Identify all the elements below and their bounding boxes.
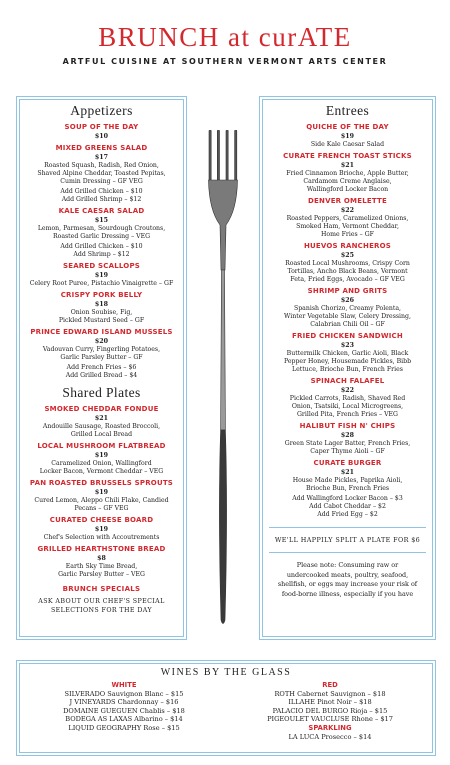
- menu-item-name: SMOKED CHEDDAR FONDUE: [44, 405, 159, 413]
- menu-item-name: SPINACH FALAFEL: [310, 377, 385, 385]
- wine-item: PALACIO DEL BURGO Rioja – $15: [272, 706, 388, 715]
- menu-item: [20, 479, 183, 513]
- white-wines-heading: WHITE: [111, 681, 137, 689]
- menu-item-name: LOCAL MUSHROOM FLATBREAD: [37, 442, 166, 450]
- entrees-heading: Entrees: [325, 103, 370, 118]
- wine-item: ROTH Cabernet Sauvignon – $18: [274, 689, 386, 698]
- left-column: [20, 100, 183, 615]
- menu-item-description: Pickled Carrots, Radish, Shaved Red Onion, Tsatsiki, Local Microgreens, Grilled Pita, French Fries – VEG: [289, 395, 406, 418]
- menu-item: [263, 287, 432, 329]
- menu-item: [20, 545, 183, 579]
- menu-item-description: Side Kale Caesar Salad: [310, 141, 385, 148]
- menu-item: [263, 459, 432, 519]
- wine-item: LA LUCA Prosecco – $14: [288, 732, 372, 741]
- menu-item: [20, 144, 183, 204]
- sparkling-wines-heading: SPARKLING: [308, 723, 352, 732]
- menu-item-price: $19: [94, 488, 109, 496]
- brunch-specials-text: ASK ABOUT OUR CHEF'S SPECIAL SELECTIONS FOR THE DAY: [38, 598, 165, 614]
- menu-item-price: $25: [340, 251, 355, 259]
- wine-item: PIGEOULET VAUCLUSE Rhone – $17: [267, 715, 393, 724]
- menu-item: [20, 262, 183, 288]
- menu-item-addons: Add Grilled Chicken – $10 Add Shrimp – $12: [60, 243, 143, 258]
- menu-item: [20, 442, 183, 476]
- sparkling-wines-list: [228, 733, 432, 742]
- menu-item-name: SOUP OF THE DAY: [64, 123, 139, 131]
- menu-item-price: $10: [94, 132, 109, 140]
- menu-item: [20, 516, 183, 542]
- wine-item: BODEGA AS LAXAS Albarino – $14: [65, 715, 183, 724]
- menu-item-name: CRISPY PORK BELLY: [60, 291, 143, 299]
- menu-item-addons: Add Grilled Chicken – $10 Add Grilled Shrimp – $12: [60, 188, 143, 203]
- menu-item-description: Chef's Selection with Accoutrements: [43, 534, 160, 541]
- wine-item: J VINEYARDS Chardonnay – $16: [69, 698, 179, 707]
- menu-item-name: MIXED GREENS SALAD: [55, 144, 148, 152]
- menu-item-price: $26: [340, 296, 355, 304]
- menu-item: [263, 152, 432, 194]
- menu-item-name: PRINCE EDWARD ISLAND MUSSELS: [30, 328, 173, 336]
- menu-item-name: CURATED CHEESE BOARD: [49, 516, 154, 524]
- menu-subtitle: ARTFUL CUISINE AT SOUTHERN VERMONT ARTS CENTER: [62, 57, 388, 66]
- red-wines-column: [228, 681, 432, 741]
- menu-item-description: Earth Sky Time Bread, Garlic Parsley Butter – VEG: [58, 563, 145, 578]
- menu-item-addons: Add French Fries – $6 Add Grilled Bread – $4: [65, 364, 138, 379]
- menu-item-price: $18: [94, 300, 109, 308]
- menu-item-name: CURATE FRENCH TOAST STICKS: [283, 152, 412, 160]
- brunch-specials-heading: BRUNCH SPECIALS: [62, 585, 141, 593]
- menu-item: [263, 377, 432, 419]
- menu-item: [20, 123, 183, 141]
- menu-item: [20, 405, 183, 439]
- appetizers-list: [20, 123, 183, 380]
- wine-item: SILVERADO Sauvignon Blanc – $15: [64, 689, 184, 698]
- menu-item: [263, 242, 432, 284]
- menu-item-description: Roasted Peppers, Caramelized Onions, Smoked Ham, Vermont Cheddar, Home Fries – GF: [286, 215, 409, 238]
- menu-item-name: GRILLED HEARTHSTONE BREAD: [37, 545, 166, 553]
- menu-item-price: $15: [94, 216, 109, 224]
- menu-item: [263, 123, 432, 149]
- menu-item-name: KALE CAESAR SALAD: [58, 207, 145, 215]
- split-plate-note: WE'LL HAPPILY SPLIT A PLATE FOR $6: [274, 536, 421, 544]
- menu-item-name: FRIED CHICKEN SANDWICH: [292, 332, 403, 340]
- menu-item-price: $19: [94, 271, 109, 279]
- menu-item: [20, 291, 183, 325]
- menu-item-name: HUEVOS RANCHEROS: [303, 242, 392, 250]
- menu-item-price: $19: [94, 525, 109, 533]
- menu-item-price: $21: [94, 414, 109, 422]
- wine-item: DOMAINE GUEGUEN Chablis – $18: [63, 706, 185, 715]
- divider: [269, 552, 426, 553]
- menu-item-price: $21: [340, 468, 355, 476]
- menu-item-price: $28: [340, 431, 355, 439]
- menu-item-description: Cured Lemon, Aleppo Chili Flake, Candied Pecans – GF VEG: [34, 497, 169, 512]
- menu-item-price: $22: [340, 386, 355, 394]
- shared-plates-list: [20, 405, 183, 579]
- wines-heading: WINES BY THE GLASS: [160, 667, 292, 678]
- menu-item-name: QUICHE OF THE DAY: [306, 123, 389, 131]
- menu-item-name: PAN ROASTED BRUSSELS SPROUTS: [29, 479, 174, 487]
- menu-title: BRUNCH at curATE: [98, 22, 352, 52]
- shared-plates-heading: Shared Plates: [62, 385, 141, 400]
- menu-item-price: $8: [97, 554, 106, 562]
- menu-item-addons: Add Wallingford Locker Bacon – $3 Add Cabot Cheddar – $2 Add Fried Egg – $2: [292, 495, 403, 518]
- menu-item-description: Caramelized Onion, Wallingford Locker Bacon, Vermont Cheddar – VEG: [39, 460, 164, 475]
- health-notice: Please note: Consuming raw or undercooked meats, poultry, seafood, shellfish, or eggs may increase your risk of food-borne illness, especially if you have: [277, 561, 418, 598]
- menu-item-price: $21: [340, 161, 355, 169]
- menu-item: [263, 332, 432, 374]
- menu-item: [20, 328, 183, 380]
- menu-item-description: Andouille Sausage, Roasted Broccoli, Grilled Local Bread: [42, 423, 161, 438]
- menu-item-description: Roasted Squash, Radish, Red Onion, Shaved Alpine Cheddar, Toasted Pepitas, Cumin Dressing – GF VEG: [37, 162, 166, 185]
- menu-item-price: $20: [94, 337, 109, 345]
- menu-item-price: $19: [340, 132, 355, 140]
- wine-item: ILLAHE Pinot Noir – $18: [288, 698, 372, 707]
- menu-item-name: HALIBUT FISH N' CHIPS: [299, 422, 396, 430]
- menu-item-description: Onion Soubise, Fig, Pickled Mustard Seed – GF: [58, 309, 145, 324]
- menu-item-name: CURATE BURGER: [313, 459, 382, 467]
- red-wines-list: [228, 690, 432, 724]
- menu-item-description: Buttermilk Chicken, Garlic Aioli, Black Pepper Honey, Housemade Pickles, Bibb Lettuce, Brioche Bun, French Fries: [283, 350, 412, 373]
- white-wines-list: [24, 690, 224, 733]
- right-column: [263, 100, 432, 599]
- menu-item-price: $23: [340, 341, 355, 349]
- menu-item-name: SEARED SCALLOPS: [62, 262, 141, 270]
- menu-item-description: Spanish Chorizo, Creamy Polenta, Winter Vegetable Slaw, Celery Dressing, Calabrian Chili Oil – GF: [284, 305, 411, 328]
- menu-item-name: DENVER OMELETTE: [308, 197, 387, 205]
- menu-item-description: Vadouvan Curry, Fingerling Potatoes, Garlic Parsley Butter – GF: [42, 346, 161, 361]
- appetizers-heading: Appetizers: [70, 103, 133, 118]
- menu-item-description: Green State Lager Batter, French Fries, Caper Thyme Aioli – GF: [284, 440, 411, 455]
- menu-item-price: $19: [94, 451, 109, 459]
- menu-item-price: $17: [94, 153, 109, 161]
- menu-item-price: $22: [340, 206, 355, 214]
- wine-item: LIQUID GEOGRAPHY Rose – $15: [68, 723, 180, 732]
- menu-item-description: House Made Pickles, Paprika Aioli, Brioche Bun, French Fries: [292, 477, 403, 492]
- menu-item-description: Roasted Local Mushrooms, Crispy Corn Tortillas, Ancho Black Beans, Vermont Feta, Fried Eggs, Avocado – GF VEG: [285, 260, 410, 283]
- menu-item-description: Celery Root Puree, Pistachio Vinaigrette – GF: [29, 280, 174, 287]
- menu-item: [20, 207, 183, 259]
- entrees-list: [263, 123, 432, 519]
- red-wines-heading: RED: [322, 681, 338, 689]
- menu-item: [263, 422, 432, 456]
- menu-item: [263, 197, 432, 239]
- menu-item-name: SHRIMP AND GRITS: [307, 287, 388, 295]
- fork-illustration: [205, 130, 241, 630]
- menu-item-description: Lemon, Parmesan, Sourdough Croutons, Roasted Garlic Dressing – VEG: [37, 225, 166, 240]
- menu-header: [0, 0, 450, 92]
- menu-item-description: Fried Cinnamon Brioche, Apple Butter, Cardamom Creme Anglaise, Wallingford Locker Bacon: [286, 170, 409, 193]
- divider: [269, 527, 426, 528]
- white-wines-column: [24, 681, 224, 733]
